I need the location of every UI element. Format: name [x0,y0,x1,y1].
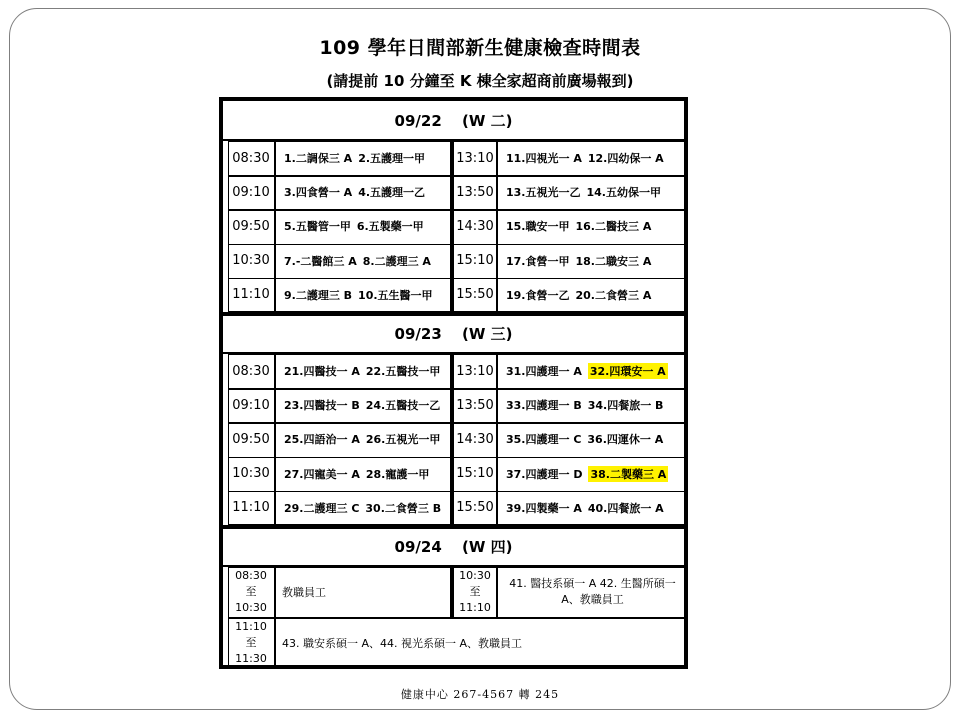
class-entry: 23.四醫技一 B [284,399,360,413]
page-subtitle: (請提前 10 分鐘至 K 棟全家超商前廣場報到) [326,72,634,90]
time-slot: 15:50 [456,500,494,516]
class-group [276,175,450,209]
time-slot: 09:50 [232,218,270,234]
class-entry: 19.食營一乙 [506,288,570,302]
class-group [498,278,687,312]
class-entry: 13.五視光一乙 [506,186,581,200]
class-entry: 37.四護理一 D [506,467,583,481]
time-slot: 15:10 [456,253,494,269]
class-group [276,457,450,491]
class-group [276,388,450,422]
class-entry: 30.二食營三 B [365,501,442,515]
time-slot: 10:30 [232,253,270,269]
class-group [276,491,450,525]
class-entry: 31.四護理一 A [506,365,582,379]
class-entry: 34.四餐旅一 B [587,399,664,413]
class-entry-highlighted: 38.二製藥三 A [590,467,667,481]
class-entry: 17.食營一甲 [506,254,570,268]
page-title: 109 學年日間部新生健康檢查時間表 [319,37,641,59]
class-entry: 14.五幼保一甲 [586,186,661,200]
time-slot: 08:30 [232,363,270,379]
class-entry: 11.四視光一 A [506,152,582,166]
day-header-0924: 09/24 (W 四) [394,538,513,556]
slot-staff: 教職員工 [282,586,326,599]
class-entry: 1.二調保三 A [284,152,353,166]
slot-grad-41-42: 41. 醫技系碩一 A 42. 生醫所碩一 A、教職員工 [509,577,676,606]
class-entry: 35.四護理一 C [506,433,582,447]
footer-contact: 健康中心 267-4567 轉 245 [400,688,560,701]
class-entry: 8.二護理三 A [362,254,431,268]
class-entry: 27.四寵美一 A [284,467,360,481]
class-entry: 6.五製藥一甲 [356,220,424,234]
class-entry: 9.二護理三 B [284,288,353,302]
time-slot: 09:50 [232,431,270,447]
class-entry: 26.五視光一甲 [365,433,441,447]
class-entry: 20.二食營三 A [575,288,652,302]
class-group [276,422,450,456]
class-entry: 39.四製藥一 A [506,501,582,515]
class-group [498,175,687,209]
class-group [498,491,687,525]
slot-grad-43-44: 43. 職安系碩一 A、44. 視光系碩一 A、教職員工 [282,636,523,650]
time-slot: 14:30 [456,431,494,447]
class-entry: 16.二醫技三 A [575,220,652,234]
class-group [498,422,687,456]
class-group [276,209,450,243]
class-group [498,457,687,491]
day-header-0923: 09/23 (W 三) [394,325,513,343]
class-entry: 29.二護理三 C [284,501,360,515]
class-group [498,141,687,175]
class-entry-highlighted: 32.四環安一 A [589,365,666,379]
class-entry: 24.五醫技一乙 [365,399,441,413]
time-slot: 09:10 [232,184,270,200]
class-entry: 12.四幼保一 A [587,152,664,166]
class-group [276,278,450,312]
time-slot: 15:50 [456,287,494,303]
class-group [498,388,687,422]
class-entry: 25.四語治一 A [284,433,360,447]
time-slot: 13:10 [456,150,494,166]
class-entry: 2.五護理一甲 [358,152,426,166]
time-slot: 13:50 [456,184,494,200]
time-slot: 13:10 [456,363,494,379]
class-entry: 10.五生醫一甲 [358,288,433,302]
time-slot: 08:30 [232,150,270,166]
class-entry: 7.-二醫館三 A [284,254,357,268]
class-group [276,244,450,278]
time-slot: 11:10 [232,500,270,516]
time-slot: 09:10 [232,397,270,413]
day-header-0922: 09/22 (W 二) [394,112,513,130]
time-slot: 10:30 [232,466,270,482]
time-slot: 15:10 [456,466,494,482]
time-slot-0830-1030: 08:30 至 10:30 [235,569,267,614]
class-group [276,354,450,388]
class-entry: 5.五醫管一甲 [284,220,351,234]
class-entry: 18.二職安三 A [575,254,652,268]
class-entry: 15.職安一甲 [506,220,570,234]
time-slot-1110-1130: 11:10 至 11:30 [235,619,267,665]
class-group [498,209,687,243]
time-slot: 13:50 [456,397,494,413]
class-entry: 40.四餐旅一 A [587,501,664,515]
time-slot-1030-1110: 10:30 至 11:10 [459,569,491,614]
class-group [498,244,687,278]
time-slot: 14:30 [456,218,494,234]
class-group [276,141,450,175]
class-entry: 33.四護理一 B [506,399,582,413]
time-slot: 11:10 [232,287,270,303]
class-entry: 21.四醫技一 A [284,365,360,379]
class-entry: 22.五醫技一甲 [365,365,441,379]
class-entry: 3.四食營一 A [284,186,353,200]
class-entry: 4.五護理一乙 [358,186,426,200]
class-group [498,354,687,388]
class-entry: 36.四運休一 A [587,433,664,447]
schedule-table [219,97,688,669]
class-entry: 28.寵護一甲 [365,467,430,481]
